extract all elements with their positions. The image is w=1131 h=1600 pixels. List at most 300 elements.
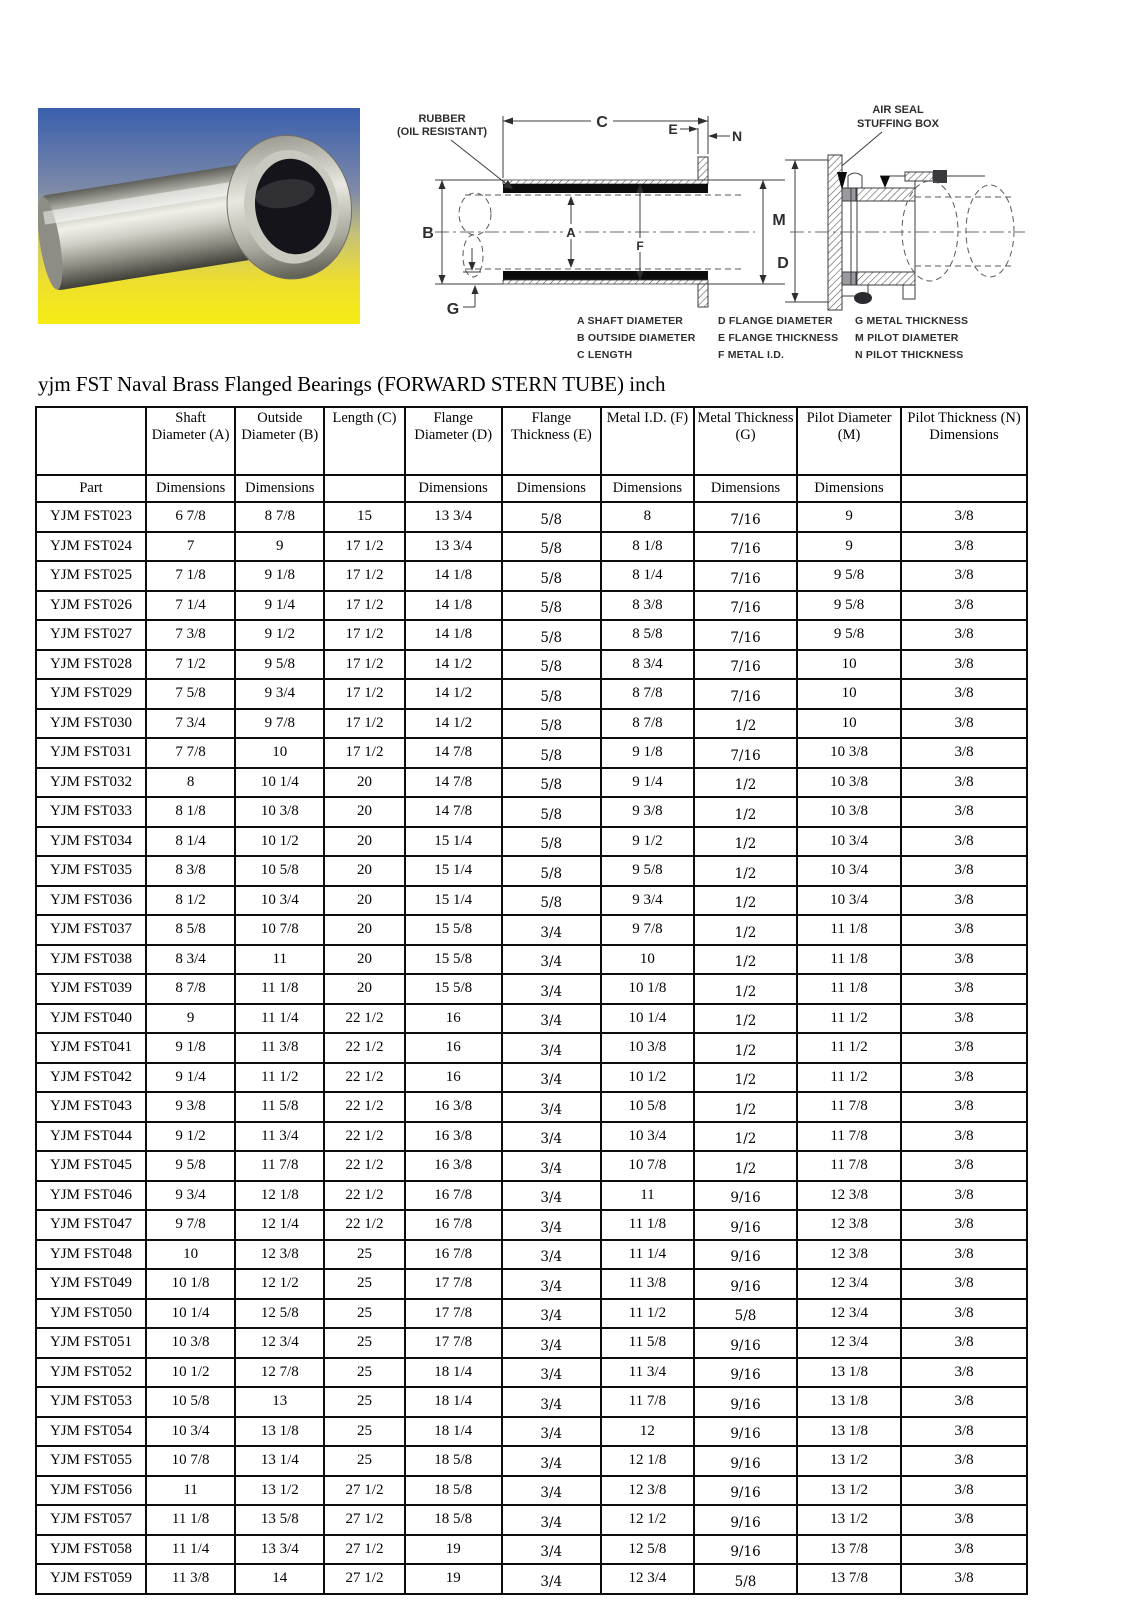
part-cell: YJM FST043 (36, 1092, 146, 1122)
dimension-cell: 11 1/2 (235, 1063, 324, 1093)
dimension-cell: 11 3/4 (601, 1358, 694, 1388)
column-header (36, 407, 146, 475)
table-row (36, 1328, 1027, 1358)
legend-item: A SHAFT DIAMETER (577, 315, 684, 327)
dimension-cell: 7 1/8 (146, 561, 235, 591)
pilot-flange-bottom (698, 284, 708, 307)
dimension-cell: 1/2 (694, 768, 797, 798)
bolt (905, 172, 933, 181)
dimension-cell: 11 5/8 (601, 1328, 694, 1358)
dimension-cell: 3/8 (901, 1269, 1027, 1299)
dimension-cell: 9/16 (694, 1476, 797, 1506)
dimension-cell: 9/16 (694, 1535, 797, 1565)
dimension-cell: 19 (405, 1535, 502, 1565)
dimension-cell: 14 1/2 (405, 650, 502, 680)
table-row (36, 827, 1027, 857)
column-header: Dimensions (146, 475, 235, 502)
part-cell: YJM FST025 (36, 561, 146, 591)
dimension-cell: 3/8 (901, 827, 1027, 857)
dimension-cell: 9 1/8 (601, 738, 694, 768)
dimension-cell: 22 1/2 (324, 1122, 404, 1152)
dimension-cell: 20 (324, 797, 404, 827)
dimension-cell: 27 1/2 (324, 1505, 404, 1535)
dimension-cell: 1/2 (694, 1092, 797, 1122)
legend-item: C LENGTH (577, 349, 633, 361)
dimension-cell: 13 7/8 (797, 1564, 901, 1594)
dimension-cell: 3/8 (901, 1564, 1027, 1594)
legend-item: N PILOT THICKNESS (855, 349, 964, 361)
dimension-cell: 3/8 (901, 1151, 1027, 1181)
dimension-cell: 9/16 (694, 1269, 797, 1299)
dim-label-d: D (777, 255, 789, 272)
dimension-cell: 9 1/4 (235, 591, 324, 621)
dimension-cell: 10 3/8 (797, 797, 901, 827)
dimension-cell: 11 3/8 (601, 1269, 694, 1299)
dimension-cell: 11 1/8 (797, 915, 901, 945)
dimension-cell: 3/8 (901, 591, 1027, 621)
dimension-cell: 8 1/4 (146, 827, 235, 857)
part-cell: YJM FST047 (36, 1210, 146, 1240)
dimension-cell: 9 1/2 (146, 1122, 235, 1152)
rubber-lining-bottom (503, 271, 708, 280)
dimension-cell: 9/16 (694, 1417, 797, 1447)
dimension-cell: 7/16 (694, 532, 797, 562)
dimension-cell: 9 5/8 (146, 1151, 235, 1181)
table-row (36, 679, 1027, 709)
table-row (36, 650, 1027, 680)
dimension-cell: 8 7/8 (235, 502, 324, 532)
dimension-cell: 1/2 (694, 1151, 797, 1181)
dimension-cell: 10 3/4 (797, 886, 901, 916)
dimension-cell: 10 3/4 (797, 856, 901, 886)
dimension-cell: 3/4 (502, 1358, 601, 1388)
dimension-cell: 3/8 (901, 1505, 1027, 1535)
dimension-cell: 16 7/8 (405, 1210, 502, 1240)
dimension-cell: 15 5/8 (405, 915, 502, 945)
dimension-cell: 10 (797, 709, 901, 739)
dimension-cell: 5/8 (502, 797, 601, 827)
dimension-cell: 17 1/2 (324, 679, 404, 709)
dimension-cell: 1/2 (694, 974, 797, 1004)
column-header: Length (C) (324, 407, 404, 475)
column-header: Pilot Diameter (M) (797, 407, 901, 475)
dimension-cell: 7 1/2 (146, 650, 235, 680)
dimension-cell: 8 1/2 (146, 886, 235, 916)
dimension-cell: 15 1/4 (405, 886, 502, 916)
dimension-cell: 10 (797, 679, 901, 709)
dimension-cell: 17 1/2 (324, 709, 404, 739)
part-cell: YJM FST056 (36, 1476, 146, 1506)
part-cell: YJM FST033 (36, 797, 146, 827)
dimension-cell: 9/16 (694, 1210, 797, 1240)
dimension-cell: 3/8 (901, 856, 1027, 886)
column-header: Part (36, 475, 146, 502)
part-cell: YJM FST041 (36, 1033, 146, 1063)
dimension-cell: 9/16 (694, 1181, 797, 1211)
dimension-cell: 22 1/2 (324, 1181, 404, 1211)
dimension-cell: 8 3/4 (601, 650, 694, 680)
part-cell: YJM FST049 (36, 1269, 146, 1299)
dimension-cell: 9 3/4 (601, 886, 694, 916)
dimension-cell: 3/8 (901, 738, 1027, 768)
table-row (36, 591, 1027, 621)
dimension-cell: 11 3/4 (235, 1122, 324, 1152)
dimension-cell: 13 3/4 (405, 502, 502, 532)
dimension-cell: 16 (405, 1063, 502, 1093)
dimension-cell: 17 7/8 (405, 1299, 502, 1329)
dimension-cell: 5/8 (502, 620, 601, 650)
dimension-cell: 5/8 (694, 1564, 797, 1594)
dimension-cell: 13 1/8 (797, 1387, 901, 1417)
dimension-cell: 13 1/2 (797, 1505, 901, 1535)
dimension-cell: 8 (146, 768, 235, 798)
dimension-cell: 9 3/8 (601, 797, 694, 827)
part-cell: YJM FST046 (36, 1181, 146, 1211)
part-cell: YJM FST035 (36, 856, 146, 886)
dimension-cell: 8 7/8 (146, 974, 235, 1004)
dimension-cell: 9 (797, 532, 901, 562)
dimension-cell: 11 1/2 (797, 1004, 901, 1034)
dimension-cell: 14 7/8 (405, 738, 502, 768)
dimension-cell: 3/4 (502, 1505, 601, 1535)
table-row (36, 1240, 1027, 1270)
dimension-cell: 11 1/2 (797, 1033, 901, 1063)
dimension-cell: 3/8 (901, 1092, 1027, 1122)
dimension-cell: 9 1/4 (601, 768, 694, 798)
dimension-cell: 11 1/2 (601, 1299, 694, 1329)
dimension-cell: 14 1/2 (405, 709, 502, 739)
dimension-cell: 17 1/2 (324, 561, 404, 591)
dimension-cell: 3/4 (502, 915, 601, 945)
dimension-cell: 9 5/8 (601, 856, 694, 886)
dimension-cell: 3/8 (901, 532, 1027, 562)
dimension-cell: 10 1/2 (601, 1063, 694, 1093)
column-header: Pilot Thickness (N) Dimensions (901, 407, 1027, 475)
dimension-cell: 12 (601, 1417, 694, 1447)
dimension-cell: 3/8 (901, 1476, 1027, 1506)
table-row (36, 1122, 1027, 1152)
part-cell: YJM FST032 (36, 768, 146, 798)
header-row-1 (36, 407, 1027, 475)
dimension-cell: 9 5/8 (235, 650, 324, 680)
part-cell: YJM FST038 (36, 945, 146, 975)
dimension-cell: 1/2 (694, 1122, 797, 1152)
column-header: Flange Diameter (D) (405, 407, 502, 475)
dimension-cell: 9 1/8 (235, 561, 324, 591)
dimension-cell: 8 3/8 (146, 856, 235, 886)
table-row (36, 620, 1027, 650)
dimension-cell: 18 5/8 (405, 1446, 502, 1476)
dimension-cell: 5/8 (502, 679, 601, 709)
legend-item: E FLANGE THICKNESS (718, 332, 839, 344)
column-header: Dimensions (601, 475, 694, 502)
table-row (36, 1004, 1027, 1034)
column-header: Metal I.D. (F) (601, 407, 694, 475)
technical-diagram (385, 88, 1131, 373)
part-cell: YJM FST059 (36, 1564, 146, 1594)
dimension-cell: 8 (601, 502, 694, 532)
legend-item: D FLANGE DIAMETER (718, 315, 833, 327)
dimension-cell: 10 1/8 (146, 1269, 235, 1299)
dimension-cell: 3/4 (502, 945, 601, 975)
dimension-cell: 3/4 (502, 1151, 601, 1181)
dimension-cell: 3/4 (502, 1240, 601, 1270)
dimension-cell: 9 (797, 502, 901, 532)
dimension-cell: 3/4 (502, 1446, 601, 1476)
header-row-2 (36, 475, 1027, 502)
page-title: yjm FST Naval Brass Flanged Bearings (FORWARD STERN TUBE) inch (38, 372, 666, 396)
table-row (36, 738, 1027, 768)
column-header: Metal Thickness (G) (694, 407, 797, 475)
dimension-cell: 8 7/8 (601, 679, 694, 709)
dimension-cell: 9 7/8 (235, 709, 324, 739)
dimension-cell: 8 5/8 (601, 620, 694, 650)
part-cell: YJM FST051 (36, 1328, 146, 1358)
dimension-cell: 9 5/8 (797, 620, 901, 650)
dimension-cell: 10 (601, 945, 694, 975)
dimension-cell: 10 3/8 (235, 797, 324, 827)
dimension-cell: 18 1/4 (405, 1358, 502, 1388)
rubber-label: RUBBER (418, 113, 466, 125)
dimension-cell: 7/16 (694, 738, 797, 768)
dimension-cell: 3/8 (901, 709, 1027, 739)
dimension-cell: 7/16 (694, 650, 797, 680)
dimension-cell: 13 3/4 (405, 532, 502, 562)
dimension-cell: 11 7/8 (797, 1092, 901, 1122)
part-cell: YJM FST052 (36, 1358, 146, 1388)
dimension-cell: 11 7/8 (601, 1387, 694, 1417)
dimension-cell: 3/8 (901, 1299, 1027, 1329)
table-row (36, 1151, 1027, 1181)
dimension-cell: 9 1/8 (146, 1033, 235, 1063)
dimension-cell: 3/4 (502, 1004, 601, 1034)
air-seal-label: AIR SEAL (872, 104, 924, 116)
part-cell: YJM FST023 (36, 502, 146, 532)
part-cell: YJM FST036 (36, 886, 146, 916)
dimension-cell: 27 1/2 (324, 1564, 404, 1594)
dimension-cell: 10 7/8 (601, 1151, 694, 1181)
dimension-cell: 17 7/8 (405, 1328, 502, 1358)
table-row (36, 502, 1027, 532)
dimension-cell: 11 1/8 (601, 1210, 694, 1240)
column-header: Outside Diameter (B) (235, 407, 324, 475)
legend-item: M PILOT DIAMETER (855, 332, 959, 344)
dimension-cell: 13 1/2 (235, 1476, 324, 1506)
dimension-cell: 18 1/4 (405, 1417, 502, 1447)
dimension-cell: 1/2 (694, 797, 797, 827)
dimension-cell: 12 3/4 (601, 1564, 694, 1594)
column-header: Dimensions (502, 475, 601, 502)
dimension-cell: 7/16 (694, 679, 797, 709)
dimension-cell: 9 3/4 (235, 679, 324, 709)
dimension-cell: 7 3/8 (146, 620, 235, 650)
dimension-cell: 12 7/8 (235, 1358, 324, 1388)
dimension-cell: 6 7/8 (146, 502, 235, 532)
table-row (36, 1092, 1027, 1122)
table-row (36, 1358, 1027, 1388)
dimension-cell: 22 1/2 (324, 1092, 404, 1122)
dimension-cell: 16 3/8 (405, 1092, 502, 1122)
rubber-label-2: (OIL RESISTANT) (396, 126, 488, 138)
dimension-cell: 3/4 (502, 1476, 601, 1506)
dimension-cell: 3/8 (901, 1181, 1027, 1211)
dimension-cell: 10 3/8 (797, 738, 901, 768)
part-cell: YJM FST054 (36, 1417, 146, 1447)
part-cell: YJM FST030 (36, 709, 146, 739)
table-row (36, 1063, 1027, 1093)
dimension-cell: 3/8 (901, 620, 1027, 650)
part-cell: YJM FST045 (36, 1151, 146, 1181)
dimension-cell: 11 7/8 (235, 1151, 324, 1181)
dimension-cell: 16 7/8 (405, 1181, 502, 1211)
dimension-cell: 10 3/8 (601, 1033, 694, 1063)
dimension-cell: 14 (235, 1564, 324, 1594)
table-row (36, 915, 1027, 945)
dim-label-f: F (636, 239, 644, 253)
dimension-cell: 19 (405, 1564, 502, 1594)
dimension-cell: 1/2 (694, 827, 797, 857)
dimension-cell: 7/16 (694, 561, 797, 591)
dim-label-a: A (566, 225, 576, 240)
dimension-cell: 8 1/8 (146, 797, 235, 827)
dimension-cell: 7/16 (694, 591, 797, 621)
dimension-cell: 10 5/8 (146, 1387, 235, 1417)
dimension-cell: 8 3/8 (601, 591, 694, 621)
dimension-cell: 16 (405, 1033, 502, 1063)
part-cell: YJM FST048 (36, 1240, 146, 1270)
part-cell: YJM FST057 (36, 1505, 146, 1535)
dimension-cell: 14 1/8 (405, 591, 502, 621)
dimension-cell: 9 3/4 (146, 1181, 235, 1211)
dimension-cell: 15 1/4 (405, 856, 502, 886)
dimension-cell: 7 5/8 (146, 679, 235, 709)
dimension-cell: 11 3/8 (146, 1564, 235, 1594)
part-cell: YJM FST026 (36, 591, 146, 621)
column-header: Dimensions (694, 475, 797, 502)
dimension-cell: 20 (324, 856, 404, 886)
dimension-cell: 25 (324, 1417, 404, 1447)
dimension-cell: 9 5/8 (797, 591, 901, 621)
part-cell: YJM FST053 (36, 1387, 146, 1417)
dimension-cell: 3/8 (901, 768, 1027, 798)
dimension-cell: 3/4 (502, 1269, 601, 1299)
table-row (36, 532, 1027, 562)
dim-label-n: N (731, 128, 743, 144)
dimension-cell: 5/8 (502, 827, 601, 857)
dimension-cell: 9/16 (694, 1446, 797, 1476)
dimension-cell: 22 1/2 (324, 1004, 404, 1034)
table-row (36, 1417, 1027, 1447)
dimension-cell: 3/8 (901, 886, 1027, 916)
dimension-cell: 11 1/8 (146, 1505, 235, 1535)
dimension-cell: 10 1/4 (601, 1004, 694, 1034)
part-cell: YJM FST028 (36, 650, 146, 680)
dimension-cell: 11 1/8 (797, 974, 901, 1004)
table-row (36, 1535, 1027, 1565)
dimension-cell: 25 (324, 1387, 404, 1417)
dimension-cell: 3/8 (901, 1122, 1027, 1152)
dimension-cell: 10 (797, 650, 901, 680)
dimension-cell: 3/4 (502, 1564, 601, 1594)
dimension-cell: 10 (235, 738, 324, 768)
dimension-cell: 5/8 (502, 886, 601, 916)
dim-label-b: B (422, 225, 434, 242)
legend-item: F METAL I.D. (718, 349, 785, 361)
dim-label-g: G (446, 301, 460, 318)
dimension-cell: 11 1/8 (797, 945, 901, 975)
dimension-cell: 25 (324, 1269, 404, 1299)
bearings-table-body (36, 502, 1027, 1594)
table-row (36, 709, 1027, 739)
dimension-cell: 25 (324, 1358, 404, 1388)
legend-item: G METAL THICKNESS (855, 315, 969, 327)
table-row (36, 974, 1027, 1004)
part-cell: YJM FST039 (36, 974, 146, 1004)
dimension-cell: 3/8 (901, 1358, 1027, 1388)
part-cell: YJM FST027 (36, 620, 146, 650)
dimension-cell: 12 1/2 (235, 1269, 324, 1299)
dimension-cell: 10 (146, 1240, 235, 1270)
dimension-cell: 5/8 (502, 709, 601, 739)
dimension-cell: 10 1/4 (146, 1299, 235, 1329)
dimension-cell: 10 5/8 (235, 856, 324, 886)
dimension-cell: 10 1/4 (235, 768, 324, 798)
dimension-cell: 14 1/8 (405, 561, 502, 591)
dim-label-c: C (596, 114, 608, 131)
dimension-cell: 10 1/2 (146, 1358, 235, 1388)
dimension-cell: 16 3/8 (405, 1151, 502, 1181)
table-row (36, 1387, 1027, 1417)
dimension-cell: 1/2 (694, 1004, 797, 1034)
dimension-cell: 10 7/8 (235, 915, 324, 945)
part-cell: YJM FST058 (36, 1535, 146, 1565)
dimension-cell: 7 (146, 532, 235, 562)
dimension-cell: 22 1/2 (324, 1033, 404, 1063)
dimension-cell: 20 (324, 827, 404, 857)
dimension-cell: 3/4 (502, 1299, 601, 1329)
product-photo (38, 108, 360, 324)
dimension-cell: 14 1/8 (405, 620, 502, 650)
dimension-cell: 12 3/4 (235, 1328, 324, 1358)
dimension-cell: 12 3/8 (797, 1181, 901, 1211)
dimension-cell: 12 1/8 (601, 1446, 694, 1476)
dimension-cell: 9 5/8 (797, 561, 901, 591)
dimension-cell: 9/16 (694, 1387, 797, 1417)
dimension-cell: 3/8 (901, 945, 1027, 975)
dimension-cell: 3/4 (502, 1181, 601, 1211)
column-header (901, 475, 1027, 502)
dimension-cell: 10 7/8 (146, 1446, 235, 1476)
cross-section-diagram (397, 110, 786, 318)
table-row (36, 1299, 1027, 1329)
dimension-cell: 25 (324, 1328, 404, 1358)
dimension-cell: 22 1/2 (324, 1151, 404, 1181)
dimension-cell: 13 1/8 (797, 1358, 901, 1388)
dimension-cell: 15 5/8 (405, 974, 502, 1004)
dimension-cell: 11 1/2 (797, 1063, 901, 1093)
dimension-cell: 3/8 (901, 1387, 1027, 1417)
part-cell: YJM FST040 (36, 1004, 146, 1034)
dimension-cell: 3/8 (901, 679, 1027, 709)
dimension-cell: 1/2 (694, 1033, 797, 1063)
dimension-cell: 13 1/8 (235, 1417, 324, 1447)
dimension-cell: 15 (324, 502, 404, 532)
dimension-cell: 10 3/4 (146, 1417, 235, 1447)
dimension-cell: 3/8 (901, 1210, 1027, 1240)
stuffing-box-diagram (777, 104, 1025, 310)
part-cell: YJM FST037 (36, 915, 146, 945)
dim-label-e: E (668, 121, 678, 137)
